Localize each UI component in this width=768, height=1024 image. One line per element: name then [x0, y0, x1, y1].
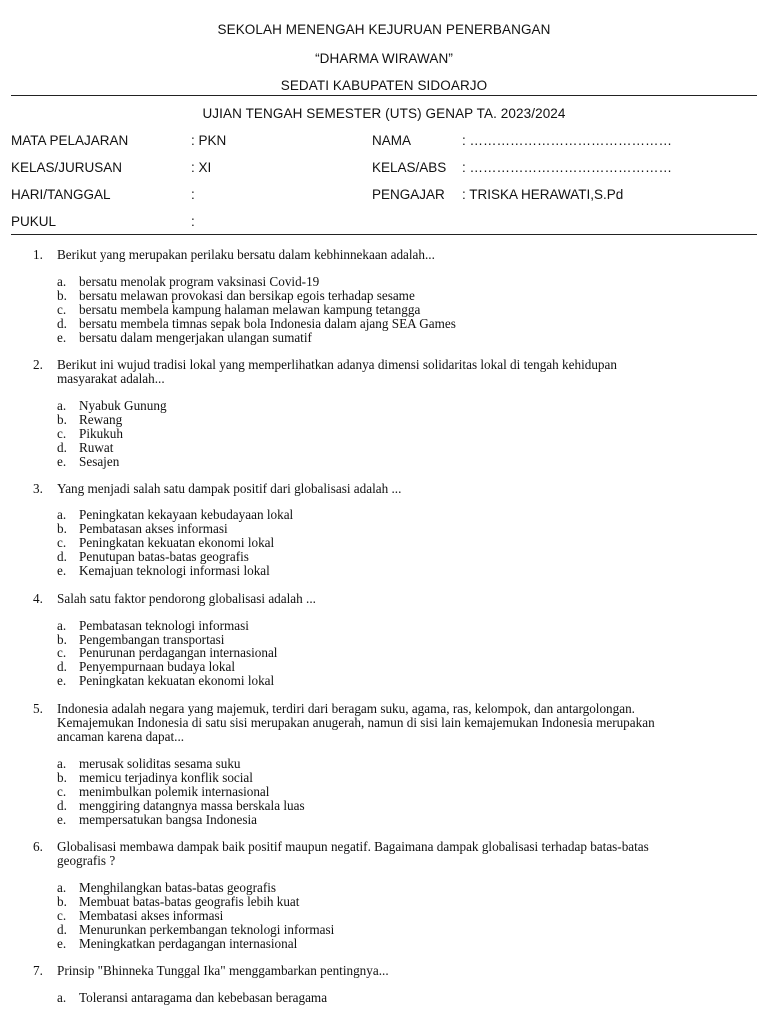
option-text: Rewang [79, 412, 123, 427]
option-text: Pikukuh [79, 426, 123, 441]
time-value: : [191, 214, 195, 229]
question-number: 1. [33, 247, 43, 262]
option-label: e. [57, 454, 67, 469]
option-label: c. [57, 784, 67, 799]
question-text: ancaman karena dapat... [57, 729, 185, 744]
day-value: : [191, 187, 195, 202]
option-text: Pengembangan transportasi [79, 632, 225, 647]
name-label: NAMA [372, 133, 412, 148]
question-text: Indonesia adalah negara yang majemuk, terdiri dari beragam suku, agama, ras, kelompok, dan antargolongan. [57, 701, 635, 716]
time-label: PUKUL [11, 214, 57, 229]
question-text: Salah satu faktor pendorong globalisasi adalah ... [57, 591, 316, 606]
option-label: b. [57, 412, 67, 427]
subject-label: MATA PELAJARAN [11, 133, 129, 148]
abs-label: KELAS/ABS [372, 160, 447, 175]
option-text: Penutupan batas-batas geografis [79, 549, 249, 564]
option-label: b. [57, 894, 67, 909]
question-number: 3. [33, 481, 43, 496]
name-value: : ……………………………………… [462, 133, 673, 148]
question-text: Globalisasi membawa dampak baik positif maupun negatif. Bagaimana dampak globalisasi terhadap batas-batas [57, 839, 649, 854]
option-label: e. [57, 330, 67, 345]
question-number: 6. [33, 839, 43, 854]
teacher-label: PENGAJAR [372, 187, 445, 202]
option-text: Membatasi akses informasi [79, 908, 224, 923]
option-text: Meningkatkan perdagangan internasional [79, 936, 298, 951]
option-text: Peningkatan kekayaan kebudayaan lokal [79, 507, 294, 522]
option-label: c. [57, 426, 67, 441]
option-text: Menghilangkan batas-batas geografis [79, 880, 277, 895]
option-label: a. [57, 990, 67, 1005]
teacher-value: : TRISKA HERAWATI,S.Pd [462, 187, 624, 202]
option-label: a. [57, 398, 67, 413]
option-text: Sesajen [79, 454, 120, 469]
question-text: Berikut yang merupakan perilaku bersatu dalam kebhinnekaan adalah... [57, 247, 435, 262]
option-label: a. [57, 756, 67, 771]
option-label: a. [57, 507, 67, 522]
question-number: 4. [33, 591, 43, 606]
option-label: a. [57, 618, 67, 633]
option-label: a. [57, 274, 67, 289]
option-text: Peningkatan kekuatan ekonomi lokal [79, 673, 275, 688]
question-number: 7. [33, 963, 43, 978]
option-text: Penyempurnaan budaya lokal [79, 659, 236, 674]
option-label: d. [57, 798, 67, 813]
option-label: d. [57, 549, 67, 564]
option-label: b. [57, 288, 67, 303]
question-number: 5. [33, 701, 43, 716]
option-text: merusak soliditas sesama suku [79, 756, 241, 771]
class-label: KELAS/JURUSAN [11, 160, 123, 175]
option-text: bersatu melawan provokasi dan bersikap egois terhadap sesame [79, 288, 415, 303]
option-label: e. [57, 936, 67, 951]
question-text: Berikut ini wujud tradisi lokal yang memperlihatkan adanya dimensi solidaritas lokal di tengah kehidupan [57, 357, 617, 372]
option-text: mempersatukan bangsa Indonesia [79, 812, 257, 827]
option-label: c. [57, 908, 67, 923]
option-label: c. [57, 645, 67, 660]
option-label: c. [57, 302, 67, 317]
subject-value: : PKN [191, 133, 227, 148]
option-text: Pembatasan teknologi informasi [79, 618, 249, 633]
option-text: Ruwat [79, 440, 114, 455]
question-text: Prinsip "Bhinneka Tunggal Ika" menggambarkan pentingnya... [57, 963, 389, 978]
school-location: SEDATI KABUPATEN SIDOARJO [280, 78, 488, 93]
school-name: “DHARMA WIRAWAN” [315, 51, 453, 66]
option-text: Toleransi antaragama dan kebebasan beragama [79, 990, 328, 1005]
header-divider [11, 95, 757, 96]
abs-value: : ……………………………………… [462, 160, 673, 175]
day-label: HARI/TANGGAL [11, 187, 111, 202]
school-title: SEKOLAH MENENGAH KEJURUAN PENERBANGAN [217, 22, 551, 37]
option-label: e. [57, 673, 67, 688]
option-text: memicu terjadinya konflik social [79, 770, 253, 785]
question-text: geografis ? [57, 853, 116, 868]
option-text: bersatu dalam mengerjakan ulangan sumatif [79, 330, 312, 345]
option-text: Nyabuk Gunung [79, 398, 167, 413]
question-text: Kemajemukan Indonesia di satu sisi merupakan anugerah, namun di sisi lain kemajemukan Indonesia merupakan [57, 715, 655, 730]
option-label: e. [57, 812, 67, 827]
exam-title: UJIAN TENGAH SEMESTER (UTS) GENAP TA. 2023/2024 [202, 106, 566, 121]
class-value: : XI [191, 160, 212, 175]
option-text: Membuat batas-batas geografis lebih kuat [79, 894, 300, 909]
option-text: Menurunkan perkembangan teknologi informasi [79, 922, 335, 937]
option-label: b. [57, 521, 67, 536]
option-label: a. [57, 880, 67, 895]
option-text: Pembatasan akses informasi [79, 521, 228, 536]
option-text: bersatu menolak program vaksinasi Covid-19 [79, 274, 320, 289]
option-label: b. [57, 632, 67, 647]
question-number: 2. [33, 357, 43, 372]
question-text: Yang menjadi salah satu dampak positif dari globalisasi adalah ... [57, 481, 402, 496]
option-text: Peningkatan kekuatan ekonomi lokal [79, 535, 275, 550]
option-label: d. [57, 659, 67, 674]
option-label: d. [57, 922, 67, 937]
option-label: d. [57, 316, 67, 331]
option-label: e. [57, 563, 67, 578]
option-text: Penurunan perdagangan internasional [79, 645, 278, 660]
option-text: menimbulkan polemik internasional [79, 784, 270, 799]
option-text: bersatu membela timnas sepak bola Indonesia dalam ajang SEA Games [79, 316, 456, 331]
option-label: b. [57, 770, 67, 785]
option-label: c. [57, 535, 67, 550]
option-text: Kemajuan teknologi informasi lokal [79, 563, 270, 578]
option-label: d. [57, 440, 67, 455]
question-text: masyarakat adalah... [57, 371, 165, 386]
info-divider [11, 234, 757, 235]
option-text: menggiring datangnya massa berskala luas [79, 798, 305, 813]
option-text: bersatu membela kampung halaman melawan kampung tetangga [79, 302, 421, 317]
